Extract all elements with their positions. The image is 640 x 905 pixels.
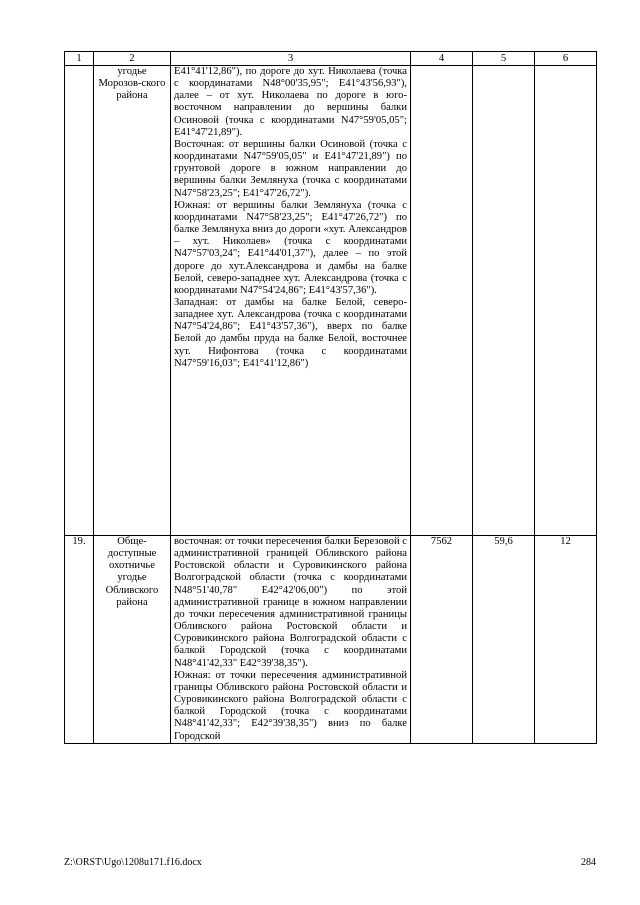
boundary-paragraph: восточная: от точки пересечения балки Березовой с административной границей Обливского района Ростовской области и Суровикинского района Волгоградской области (точка с координатами N48°51'40,78" E42°42'06,00") по этой административной границе в южном направлении до точки пересечения административной границы Обливского района Ростовской области и Суровикинского района Волгоградской области с балкой Городской (точка с координатами N48°41'42,33" E42°39'38,35"). xyxy=(174,536,407,669)
percent-value: 59,6 xyxy=(473,536,535,744)
boundary-description xyxy=(171,66,411,536)
boundary-description xyxy=(171,536,411,744)
table-row xyxy=(65,66,597,536)
area-value xyxy=(411,66,473,536)
document-table xyxy=(64,51,597,744)
boundary-paragraph: Южная: от вершины балки Землянуха (точка с координатами N47°58'23,25"; E41°47'26,72") по балке Землянуха вниз до дороги «хут. Александров – хут. Николаев» (точка с координатами N47°57'03,24"; E41°44'01,37"), далее – по этой дороге до хут.Александрова и дамбы на балке Белой, северо-западнее хут. Александрова (точка с координатами N47°54'24,86"; E41°43'57,36"). xyxy=(174,199,407,296)
boundary-paragraph: Восточная: от вершины балки Осиновой (точка с координатами N47°59'05,05" и E41°47'21,89") по грунтовой дороге в южном направлении до вершины балки Землянуха (точка с координатами N47°58'23,25"; E41°47'26,72"). xyxy=(174,138,407,199)
footer-file-path: Z:\ORST\Ugo\1208u171.f16.docx xyxy=(64,857,202,868)
header-cell: 2 xyxy=(94,52,171,66)
header-cell: 3 xyxy=(171,52,411,66)
row-number: 19. xyxy=(65,536,94,744)
count-value xyxy=(535,66,597,536)
header-cell: 4 xyxy=(411,52,473,66)
hunting-ground-name: угодье Морозов-ского района xyxy=(94,66,171,536)
area-value: 7562 xyxy=(411,536,473,744)
count-value: 12 xyxy=(535,536,597,744)
percent-value xyxy=(473,66,535,536)
hunting-ground-name: Обще-доступные охотничье угодье Обливского района xyxy=(94,536,171,744)
row-number xyxy=(65,66,94,536)
boundary-paragraph: E41°41'12,86"), по дороге до хут. Николаева (точка с координатами N48°00'35,95"; E41°43'56,93"), далее – от хут. Николаева по дороге в юго-восточном направлении до вершины балки Осиновой (точка с координатами N47°59'05,05"; E41°47'21,89"). xyxy=(174,66,407,138)
page-number: 284 xyxy=(581,857,596,868)
header-cell: 6 xyxy=(535,52,597,66)
header-cell: 5 xyxy=(473,52,535,66)
boundary-paragraph: Западная: от дамбы на балке Белой, северо-западнее хут. Александрова (точка с координатами N47°54'24,86"; E41°43'57,36"), вверх по балке Белой до дамбы пруда на балке Белой, восточнее хут. Нифонтова (точка с координатами N47°59'16,03"; E41°41'12,86") xyxy=(174,296,407,369)
table-row xyxy=(65,536,597,744)
table-header-row xyxy=(65,52,597,66)
boundary-paragraph: Южная: от точки пересечения административной границы Обливского района Ростовской области и Суровикинского района Волгоградской области с балкой Городской (точка с координатами N48°41'42,33"; E42°39'38,35") вниз по балке Городской xyxy=(174,669,407,742)
header-cell: 1 xyxy=(65,52,94,66)
